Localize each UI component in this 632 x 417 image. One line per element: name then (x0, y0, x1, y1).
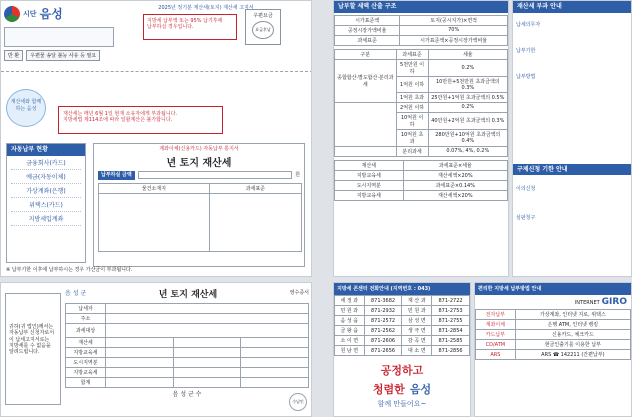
relief-item: 이의신청 (516, 186, 536, 193)
logo-brand: 음성 (39, 7, 63, 21)
rate-base: 1억원 초과 (396, 92, 428, 102)
dept: 민 원 과 (402, 306, 432, 316)
stamp-circle: 수납인 (289, 393, 307, 411)
col-header: 세율 (428, 49, 507, 59)
slogan-brand: 음성 (409, 383, 432, 397)
rate-base: 분리과세 (396, 146, 428, 156)
slogan (334, 362, 470, 409)
info-label: 납부방법 (516, 74, 536, 81)
dept: 금 왕 읍 (335, 326, 365, 336)
calc-table-2 (334, 160, 508, 201)
calc-value: 재산세액×20% (403, 170, 507, 180)
side-text: 귀하(귀 법인)께서는 (9, 324, 54, 330)
method-name: CD/ATM (476, 340, 516, 350)
method-desc: 신용카드, 체크카드 (515, 330, 630, 340)
phone: 871-2755 (432, 316, 470, 326)
receipt-label: 지방교육세 (66, 368, 106, 378)
receipt-table (65, 303, 309, 388)
relief-item: 심판청구 (516, 214, 536, 221)
side-text: 지방세를 수 없음을 (9, 342, 51, 349)
slogan-line-2: 청렴한 (372, 383, 405, 397)
address-box (4, 27, 114, 47)
rate-group: 종합합산·별도합산·분리과세 (335, 59, 397, 102)
postage-stamp (245, 9, 281, 45)
rate-value: 0.2% (428, 59, 507, 76)
dept: 생 극 면 (402, 326, 432, 336)
call-panel (333, 282, 471, 417)
tax-bill-table (98, 183, 302, 252)
receipt-label: 주소 (66, 314, 106, 324)
dept: 감 곡 면 (402, 336, 432, 346)
tax-bill-title: 년 토지 재산세 (166, 158, 232, 170)
dept: 원 남 면 (335, 346, 365, 356)
receipt-label: 납세자 (66, 304, 106, 314)
rate-base: 2억원 이하 (396, 102, 428, 112)
receipt-subtitle: 영수증서 (289, 290, 309, 297)
dept: 세 정 과 (335, 296, 365, 306)
phone: 871-2656 (364, 346, 402, 356)
relief-title: 구제신청 기한 안내 (513, 164, 631, 176)
logo-emblem-icon (4, 6, 20, 22)
calc-value: 과세표준×세율 (403, 160, 507, 170)
method-desc: 가상계좌, 인터넷 지로, 위택스 (515, 310, 630, 320)
autopay-title: 자동납부 현황 (7, 144, 85, 156)
calc-label: 공정시장가액비율 (335, 25, 400, 35)
autopay-item: 금융회사(카드) (11, 156, 81, 170)
footnote: ※ 납부기한 이후에 납부하시는 경우 가산금이 부과됩니다. (6, 267, 133, 273)
calc-value: 70% (400, 25, 508, 35)
notice-headline: 2025년 정기분 재산세(토지) 재산세 고지서 (158, 5, 254, 11)
method-desc: ARS ☎ 142211 (간편납부) (515, 350, 630, 360)
postage-seal-icon: 요금후납 (252, 21, 274, 39)
call-table (334, 295, 470, 356)
rate-value: 40만원+2억원 초과금액의 0.3% (428, 112, 507, 129)
receipt-label: 도시지역분 (66, 358, 106, 368)
methods2-table (475, 309, 631, 360)
col-header: 물건소재지 (99, 183, 210, 193)
logo (4, 5, 63, 22)
pay-amount-field (138, 171, 292, 179)
phone: 871-2856 (432, 346, 470, 356)
receipt-label: 합계 (66, 378, 106, 388)
receipt-form (65, 287, 309, 415)
calc-value: 시가표준액×공정시장가액비율 (400, 35, 508, 45)
rate-value: 0.2% (428, 102, 507, 112)
logo-prefix: 시단 (23, 9, 37, 18)
calc-label: 도시지역분 (335, 180, 404, 190)
phone: 871-2932 (364, 306, 402, 316)
method-name: 계좌이체 (476, 320, 516, 330)
tax-bill (93, 143, 305, 267)
autopay-item: 지방세입계좌 (11, 212, 81, 226)
mascot: 재산세와 함께하는 음성 (6, 89, 46, 127)
postage-label: 우편요금 (253, 13, 273, 19)
info-label: 납부기한 (516, 48, 536, 55)
col-header: 과세표준 (396, 49, 428, 59)
dept: 음 성 읍 (335, 316, 365, 326)
receipt-side (5, 293, 61, 405)
slogan-line-3: 함께 만들어요~ (377, 400, 427, 409)
receipt-label: 과세대상 (66, 324, 106, 338)
calc-label: 과세표준 (335, 35, 400, 45)
notice-line-1: 지방세 납부액 또는 95% 납기후에 (147, 18, 223, 24)
method-desc: 은행 ATM, 인터넷 뱅킹 (515, 320, 630, 330)
slogan-line-1: 공정하고 (380, 364, 424, 378)
side-text: 알려드립니다. (9, 349, 40, 355)
receipt-title: 년 토지 재산세 (158, 290, 218, 300)
rate-value: 25만원+1억원 초과금액의 0.5% (428, 92, 507, 102)
calc-value: 재산세액×20% (403, 190, 507, 200)
phone: 871-2572 (364, 316, 402, 326)
giro-logo: GIRO (601, 297, 627, 308)
method-name: 카드납부 (476, 330, 516, 340)
rate-base: 5천만원 이하 (396, 59, 428, 76)
autopay-status (6, 143, 86, 263)
notice-box (143, 14, 237, 40)
method-desc: 현금인출기를 이용한 납부 (515, 340, 630, 350)
calc-table (334, 15, 508, 46)
won-unit: 원 (295, 172, 300, 179)
info-panel (512, 0, 632, 277)
methods-panel (474, 282, 632, 417)
receipt-brand: 음 성 군 (65, 289, 87, 297)
postal-reason-button[interactable]: 우편물 송달 불능 사유 등 필요 (26, 50, 100, 61)
dept: 재 산 과 (402, 296, 432, 306)
rate-value: 10만원+5천만원 초과금액의 0.3% (428, 76, 507, 92)
method-name: 전자납부 (476, 310, 516, 320)
rate-base: 10억원 초과 (396, 129, 428, 146)
return-button[interactable]: 반 환 (4, 50, 23, 61)
calc-label: 지방교육세 (335, 190, 404, 200)
phone: 871-2854 (432, 326, 470, 336)
red-notice-line-2: 지방세법 제114조에 따라 일할계산은 불가합니다. (63, 117, 173, 124)
dept: 민 원 과 (335, 306, 365, 316)
calc-label: 시가표준액 (335, 15, 400, 25)
divider-dashed (1, 71, 312, 72)
method-name: ARS (476, 350, 516, 360)
info-label: 납세의무자 (516, 21, 541, 28)
side-text: 자동납부 신청자로서 (9, 330, 55, 337)
calc-label: 재산세 (335, 160, 404, 170)
calc-panel (333, 0, 509, 277)
dept: 대 소 면 (402, 346, 432, 356)
dept: 삼 성 면 (402, 316, 432, 326)
calc-title: 납부할 세액 산출 구조 (334, 1, 508, 13)
col-header: 구분 (335, 49, 397, 59)
phone: 871-2585 (432, 336, 470, 346)
phone: 871-2753 (432, 306, 470, 316)
info-title: 재산세 부과 안내 (513, 1, 631, 13)
receipt-label: 재산세 (66, 338, 106, 348)
autopay-item: 위택스(카드) (11, 198, 81, 212)
tax-bill-top: 계좌이체(신용카드) 자동납부 통지서 (159, 146, 239, 152)
calc-value: 과세표준×0.14% (403, 180, 507, 190)
pay-amount-label: 납부하실 금액 (98, 171, 135, 179)
phone: 871-2562 (364, 326, 402, 336)
methods2-title: 편리한 지방세 납부방법 안내 (475, 283, 631, 295)
call-title: 지방세 콘센터 전화안내 (지역번호 : 043) (334, 283, 470, 295)
receipt-footer: 음 성 군 수 (172, 391, 202, 398)
notice-line-2: 납부하실 경우입니다. (147, 24, 194, 31)
red-notice-line-1: 재산세는 매년 6월 1일 현재 소유자에게 부과됩니다. (63, 111, 178, 117)
internet-label: INTERNET (574, 300, 600, 307)
envelope-panel (0, 0, 312, 277)
col-header: 과세표준 (209, 183, 301, 193)
autopay-item: 가상계좌(은행) (11, 184, 81, 198)
autopay-item: 예금(자동이체) (11, 170, 81, 184)
dept: 소 이 면 (335, 336, 365, 346)
tax-rate-table (334, 49, 508, 157)
rate-value: 280만원+10억원 초과금액의 0.4% (428, 129, 507, 146)
phone: 871-2606 (364, 336, 402, 346)
phone: 871-3682 (364, 296, 402, 306)
rate-base: 1억원 이하 (396, 76, 428, 92)
receipt-label: 지방교육세 (66, 348, 106, 358)
rate-base: 10억원 이하 (396, 112, 428, 129)
red-notice-box (58, 106, 223, 134)
calc-value: 토지(공시지가)×면적 (400, 15, 508, 25)
calc-label: 지방교육세 (335, 170, 404, 180)
phone: 871-2722 (432, 296, 470, 306)
receipt-panel (0, 282, 312, 417)
rate-value: 0.07%, 4%, 0.2% (428, 146, 507, 156)
side-text: 이 납세고지서로는 (9, 336, 50, 343)
